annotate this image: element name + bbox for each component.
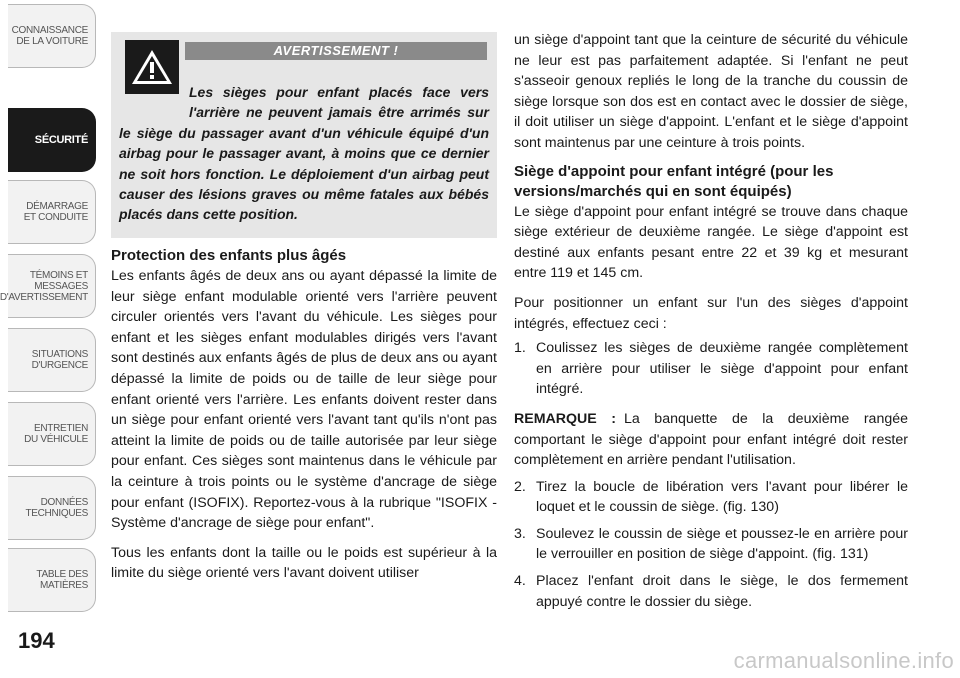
- tab-connaissance[interactable]: [8, 4, 96, 68]
- tab-label: TÉMOINS ET MESSAGES D'AVERTISSEMENT: [0, 269, 88, 303]
- tab-label: TABLE DES MATIÈRES: [36, 569, 88, 591]
- tab-label: DONNÉES TECHNIQUES: [25, 497, 88, 519]
- remark-text: La banquette de la deuxième rangée comportant le siège d'appoint pour enfant intégré doit rester complètement en arrière pendant l'utilisation.: [514, 410, 909, 469]
- tab-label: ENTRETIEN DU VÉHICULE: [24, 423, 88, 445]
- steps-list: [514, 477, 908, 613]
- step-number: 3.: [514, 525, 526, 542]
- right-column: [514, 30, 908, 612]
- page-number: 194: [18, 628, 55, 653]
- tab-donnees[interactable]: [8, 476, 96, 540]
- remark-label: REMARQUE :: [514, 410, 617, 427]
- step-text: Placez l'enfant droit dans le siège, le dos fermement appuyé contre le dossier du siège.: [536, 573, 908, 610]
- steps-list: [514, 338, 908, 400]
- step-text: Tirez la boucle de libération vers l'avant pour libérer le loquet et le coussin de siège. (fig. 130): [536, 478, 908, 516]
- tab-label: SÉCURITÉ: [34, 133, 88, 146]
- left-column: [111, 32, 497, 584]
- chapter-sidebar: [0, 0, 104, 678]
- section-heading: Protection des enfants plus âgés: [111, 247, 347, 264]
- warning-text: Les sièges pour enfant placés face vers l'arrière ne peuvent jamais être arrimés sur le siège du passager avant d'un véhicule équipé d'un airbag pour le passager avant, à moins que ce dernier ne soit hors fonction. Le déploiement d'un airbag peut causer des lésions graves ou même fatales aux bébés placés dans cette position.: [119, 84, 489, 223]
- step-text: Coulissez les sièges de deuxième rangée complètement en arrière pour utiliser le siège d'appoint pour enfant intégré.: [536, 340, 908, 398]
- tab-situations[interactable]: [8, 328, 96, 392]
- tab-label: CONNAISSANCE DE LA VOITURE: [11, 25, 88, 47]
- step-number: 1.: [514, 340, 526, 357]
- watermark: carmanualsonline.info: [733, 648, 954, 673]
- tab-securite[interactable]: [8, 108, 96, 172]
- list-item: [514, 571, 908, 612]
- warning-box: [111, 32, 497, 238]
- tab-label: DÉMARRAGE ET CONDUITE: [23, 201, 88, 223]
- step-number: 2.: [514, 478, 526, 495]
- paragraph: Tous les enfants dont la taille ou le poids est supérieur à la limite du siège orienté vers l'avant doivent utiliser: [111, 544, 497, 582]
- remark: [514, 409, 908, 471]
- paragraph: Les enfants âgés de deux ans ou ayant dépassé la limite de leur siège enfant modulable orienté vers l'arrière peuvent circuler orientés vers l'avant du véhicule. Les sièges pour enfant et les sièges enfant modulables dirigés vers l'avant sont destinés aux enfants âgés de plus de deux ans ou ayant dépassé la limite de poids ou de taille de leur siège pour enfant orienté vers l'arrière. Les enfants doivent rester dans un siège pour enfant orienté vers l'avant tant qu'ils n'ont pas atteint la limite de poids ou de taille autorisée par leur siège pour enfant. Ces sièges sont maintenus dans le véhicule par la ceinture à trois points ou le système d'ancrage de siège pour enfant (ISOFIX). Reportez-vous à la rubrique "ISOFIX - Système d'ancrage de siège pour enfant".: [111, 268, 497, 532]
- paragraph: Le siège d'appoint pour enfant intégré se trouve dans chaque siège extérieur de deuxième rangée. Le siège d'appoint est destiné aux enfants pesant entre 22 et 39 kg et mesurant entre 119 et 145 cm.: [514, 203, 908, 282]
- list-item: [514, 338, 908, 400]
- step-number: 4.: [514, 573, 526, 590]
- tab-table-matieres[interactable]: [8, 548, 96, 612]
- paragraph: Pour positionner un enfant sur l'un des sièges d'appoint intégrés, effectuez ceci :: [514, 294, 908, 332]
- tab-temoins[interactable]: [0, 254, 96, 318]
- warning-title: AVERTISSEMENT !: [185, 42, 487, 60]
- tab-entretien[interactable]: [8, 402, 96, 466]
- tab-demarrage[interactable]: [8, 180, 96, 244]
- paragraph: un siège d'appoint tant que la ceinture de sécurité du véhicule ne leur est pas parfaitement adaptée. Si l'enfant ne peut s'asseoir genoux repliés le long de la tranche du coussin de siège lorsque son dos est en contact avec le dossier de siège, il doit utiliser un siège d'appoint. L'enfant et le siège d'appoint sont maintenus par une ceinture à trois points.: [514, 32, 908, 151]
- step-text: Soulevez le coussin de siège et poussez-le en arrière pour le verrouiller en position de siège d'appoint. (fig. 131): [536, 525, 908, 563]
- section-heading: Siège d'appoint pour enfant intégré (pour les versions/marchés qui en sont équipés): [514, 162, 834, 200]
- list-item: [514, 477, 908, 518]
- list-item: [514, 524, 908, 565]
- tab-label: SITUATIONS D'URGENCE: [31, 349, 88, 371]
